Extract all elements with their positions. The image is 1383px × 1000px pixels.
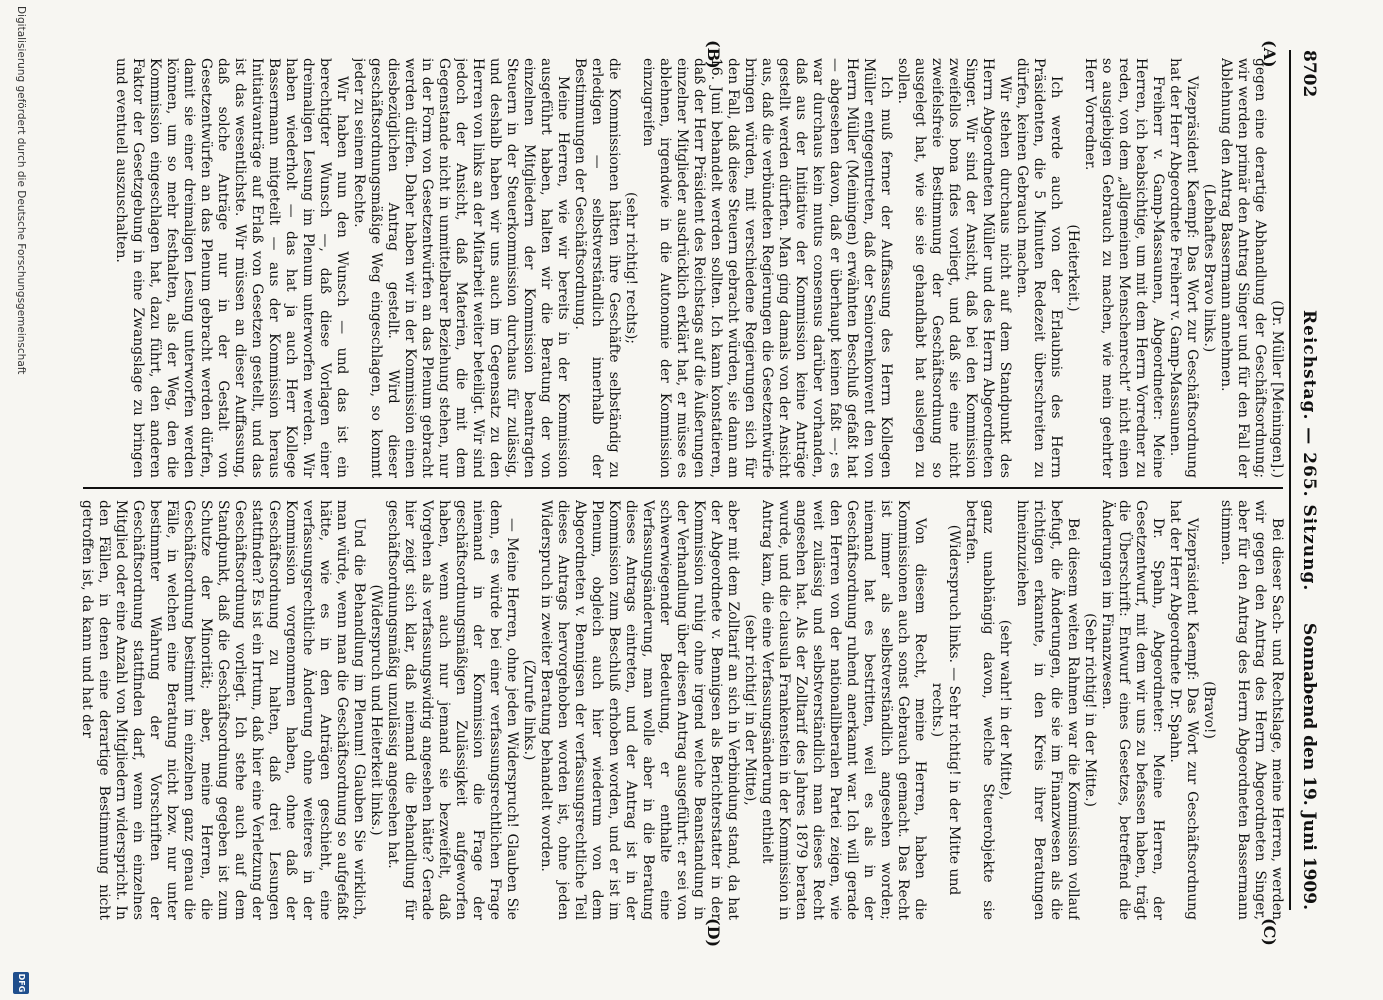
paragraph: gegen eine derartige Abhandlung der Geschäftsordnung; wir werden primär den Antrag Singer und für den Fall der Ablehnung den Antrag Bassermann annehmen. bbox=[1218, 58, 1268, 478]
paragraph: die Kommissionen hätten ihre Geschäfte selbständig zu erledigen — selbstverständlich innerhalb der Bestimmungen der Geschäftsordnung. bbox=[572, 58, 622, 478]
paragraph: Meine Herren, wie wir bereits in der Kommission ausgeführt haben, halten wir die Beratung der von einzelnen Mitgliedern der Kommission beantragten Steuern in der Steuerkommission durchaus für zulässig, und deshalb haben wir uns auch im Gegensatz zu den Herren von links an der Mitarbeit weiter beteiligt. Wir sind jedoch der Ansicht, daß Materien, die mit dem Gegenstande nicht in unmittelbarer Beziehung stehen, nur in der Form von Gesetzentwürfen an das Plenum gebracht werden dürfen. Daher haben wir in der Kommission einen diesbezüglichen Antrag gestellt. Wird dieser geschäftsordnungsmäßige Weg eingeschlagen, so kommt jeder zu seinem Rechte. bbox=[351, 58, 571, 478]
paragraph: — Meine Herren, ohne jeden Widerspruch! Glauben Sie denn, es würde bei einer verfassungsrechtlichen Frage niemand in der Kommission die Frage der geschäftsordnungsmäßigen Zulässigkeit aufgeworfen haben, wenn auch nur jemand sie bezweifelt, daß Vorgehen als verfassungswidrig angesehen hätte? Gerade hier zeigt sich klar, daß niemand die Behandlung für geschäftsordnungsmäßig unzulässig angesehen hat. bbox=[385, 500, 520, 920]
page-number: 8702 bbox=[1299, 50, 1319, 98]
dfg-logo: DFG bbox=[13, 972, 29, 994]
interjection: (Widerspruch links. — Sehr richtig! in der Mitte und rechts.) bbox=[929, 524, 962, 896]
right-column bbox=[70, 500, 1285, 920]
column-divider bbox=[83, 487, 1283, 489]
paragraph: Wir haben nun den Wunsch — und das ist ein berechtigter Wunsch —, daß diese Vorlagen einer dreimaligen Lesung im Plenum unterworfen werden. Wir haben wiederholt — das hat ja auch Herr Kollege Bassermann mitgeteilt — aus der Kommission heraus Initiativanträge auf Erlaß von Gesetzen gestellt, und das ist das wesentlichste. Wir müssen an dieser Auffassung, daß solche Anträge nur in der Gestalt von Gesetzentwürfen an das Plenum gebracht werden dürfen, damit sie einer dreimaligen Lesung unterworfen werden können, um so mehr festhalten, als der Weg, den die Kommission eingeschlagen hat, dazu führt, den anderen Faktor der Gesetzgebung in eine Zwangslage zu bringen und eventuell auszuschalten. bbox=[113, 58, 350, 478]
interjection: (sehr richtig! in der Mitte), bbox=[742, 614, 758, 806]
interjection: (Zurufe links.) bbox=[521, 659, 537, 761]
interjection: (sehr wahr! in der Mitte), bbox=[997, 619, 1013, 801]
paragraph: Vizepräsident Kaempf: Das Wort zur Geschäftsordnung hat der Herr Abgeordnete Dr. Spahn. bbox=[1167, 500, 1200, 920]
funding-note: Digitalisierung gefördert durch die Deutsche Forschungsgemeinschaft bbox=[15, 6, 27, 375]
paragraph: Ich muß ferner der Auffassung des Herrn Kollegen Müller entgegentreten, daß der Seniorenkonvent den von Herrn Müller (Meiningen) erwähnten Beschluß gefaßt hat — abgesehen davon, daß er überhaupt keinen faßt —; es war durchaus kein mutus consensus darüber vorhanden, daß aus der Initiative der Kommission keine Anträge gestellt werden dürften. Man ging damals von der Ansicht aus, daß die verbündeten Regierungen die Gesetzentwürfe bringen würden, mit verschiedene Regierungen sich für den Fall, daß diese Steuern gebracht würden, sie dann am 16. Juni behandelt werden sollten. Ich kann konstatieren, daß der Herr Präsident des Reichstags auf die Äußerungen einzelner Mitglieder ausdrücklich erklärt hat, er müsse es ablehnen, irgendwie in die Autonomie der Kommission einzugreifen bbox=[640, 58, 894, 478]
interjection: (Lebhaftes Bravo links.) bbox=[1201, 183, 1217, 353]
paragraph: aber mit dem Zolltarif an sich in Verbindung stand, da hat der Abgeordnete v. Bennigsen als Berichterstatter in der Kommission ruhig ohne irgend welche Beanstandung in der Verhandlung über diesen Antrag ausgeführt: er sei von schwerwiegender Bedeutung, er enthalte eine Verfassungsänderung, man wolle aber in die Beratung dieses Antrags eintreten, und der Antrag ist in der Kommission zum Beschluß erhoben worden, und er ist im Plenum, obgleich auch hier wiederum von dem Abgeordneten v. Bennigsen der verfassungsrechtliche Teil dieses Antrags hervorgehoben worden ist, ohne jeden Widerspruch in zweiter Beratung behandelt worden. bbox=[538, 500, 741, 920]
paragraph: Bei dieser Sach- und Rechtslage, meine Herren, werden wir gegen den Antrag des Herrn Abgeordneten Singer, aber für den Antrag des Herrn Abgeordneten Bassermann stimmen. bbox=[1218, 500, 1285, 920]
paragraph: Wir stehen durchaus nicht auf dem Standpunkt des Herrn Abgeordneten Müller und des Herrn Abgeordneten Singer. Wir sind der Ansicht, daß bei den Kommission zweifellos bona fides vorliegt, und daß sie eine nicht zweifelsfreie Bestimmung der Geschäftsordnung so ausgelegt hat, wie sie sie gehandhabt hat auslegen zu sollen. bbox=[895, 58, 1013, 478]
header-rule bbox=[1289, 50, 1291, 910]
paragraph: Und die Behandlung im Plenum! Glauben Sie wirklich, man würde, wenn man die Geschäftsordnung so aufgefaßt hätte, wie es in den Anträgen geschieht, eine verfassungsrechtliche Änderung ohne weiteres in der Kommission vorgenommen haben, ohne daß der Geschäftsordnung zu halten, daß drei Lesungen stattfinden? Es ist ein Irrtum, daß hier eine Verletzung der Geschäftsordnung vorliegt. Ich stehe auch auf dem Standpunkt, daß die Geschäftsordnung gegeben ist zum Schutze der Minorität; aber, meine Herren, die Geschäftsordnung bestimmt im einzelnen ganz genau die Fälle, in welchen eine Beratung nicht bzw. nur unter bestimmter Wahrung der Vorschriften der Geschäftsordnung stattfinden darf, wenn ein einzelnes Mitglied oder eine Anzahl von Mitgliedern widerspricht. In den Fällen, in denen eine derartige Bestimmung nicht getroffen ist, da kann und hat der bbox=[79, 500, 367, 920]
paragraph: Von diesem Recht, meine Herren, haben die Kommissionen auch sonst Gebrauch gemacht. Das Recht ist immer als selbstverständlich angesehen worden; niemand hat es bestritten, weil es als in der Geschäftsordnung ruhend anerkannt war. Ich will gerade den Herren von der nationalliberalen Partei zeigen, wie weit zulässig und selbstverständlich man dieses Recht angesehen hat. Als der Zolltarif des Jahres 1879 beraten wurde, und die clausula Frankenstein in der Kommission in Antrag kam, die eine Verfassungsänderung enthielt bbox=[759, 500, 928, 920]
session-date: Sonnabend den 19. Juni 1909. bbox=[1299, 622, 1319, 910]
paragraph: Freiherr v. Gamp-Massaunen, Abgeordneter: Meine Herren, ich beabsichtige, um mit dem Herrn Vorredner zu reden, von dem „allgemeinen Menschenrecht“ nicht einen so ausgiebigen Gebrauch zu machen, wie mein geehrter Herr Vorredner. bbox=[1082, 58, 1166, 478]
continued-speaker: (Dr. Müller [Meiningen].) bbox=[1269, 300, 1285, 478]
interjection: (Heiterkeit.) bbox=[1065, 224, 1081, 312]
margin-letter-a: (A) bbox=[1260, 40, 1279, 68]
interjection: (sehr richtig! rechts); bbox=[623, 192, 639, 344]
paragraph: Dr. Spahn, Abgeordneter: Meine Herren, der Gesetzentwurf, mit dem wir uns zu befassen haben, trägt die Überschrift: Entwurf eines Gesetzes, betreffend die Änderungen im Finanzwesen. bbox=[1099, 500, 1166, 920]
interjection: (Bravo!) bbox=[1201, 681, 1217, 739]
margin-letter-d: (D) bbox=[704, 918, 723, 948]
margin-letter-b: (B) bbox=[704, 40, 723, 69]
interjection: (Sehr richtig! in der Mitte.) bbox=[1082, 613, 1098, 807]
digitization-footer bbox=[5, 0, 33, 1000]
paragraph: Ich werde auch von der Erlaubnis des Herrn Präsidenten, die 5 Minuten Redezeit überschreiten zu dürfen, keinen Gebrauch machen. bbox=[1014, 58, 1064, 478]
left-column bbox=[70, 58, 1285, 478]
page-header bbox=[1293, 50, 1323, 910]
paragraph: Vizepräsident Kaempf: Das Wort zur Geschäftsordnung hat der Herr Abgeordnete Freiherr v. Gamp-Massaunen. bbox=[1167, 58, 1200, 478]
interjection: (Widerspruch und Heiterkeit links.) bbox=[368, 584, 384, 836]
paragraph: ganz unabhängig davon, welche Steuerobjekte sie betrafen. bbox=[963, 500, 996, 920]
paragraph: Bei diesem weiten Rahmen war die Kommission vollauf befugt, die Änderungen, die sie im Finanzwesen als die richtigen erkannte, in den Kreis ihrer Beratungen hineinzuziehen bbox=[1014, 500, 1081, 920]
running-title: Reichstag. — 265. Sitzung. bbox=[1299, 310, 1319, 592]
margin-letter-c: (C) bbox=[1260, 918, 1279, 946]
